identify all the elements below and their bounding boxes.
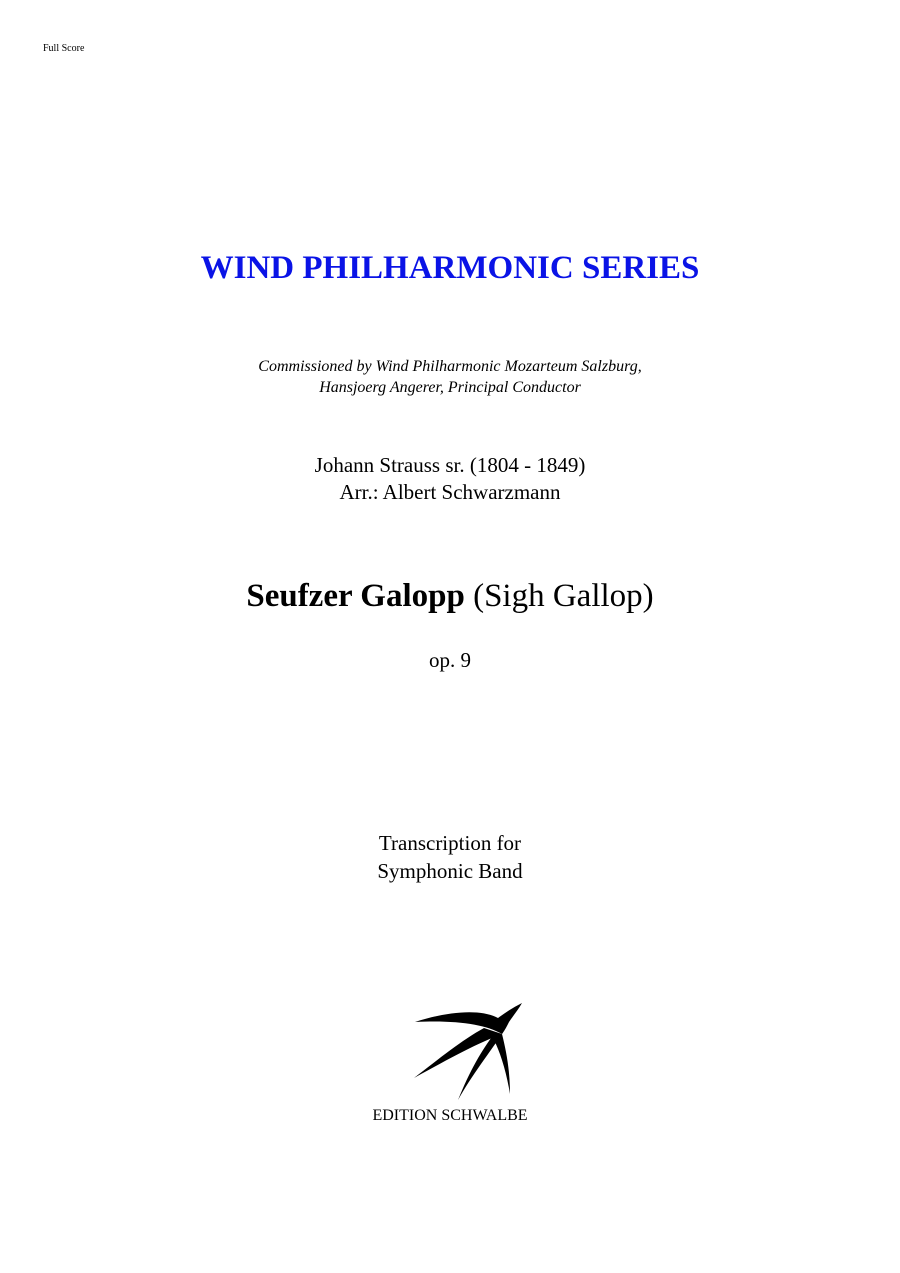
commission-line-1: Commissioned by Wind Philharmonic Mozarteum Salzburg,	[258, 358, 642, 375]
transcription-line-1: Transcription for	[378, 831, 522, 855]
work-title-subtitle: (Sigh Gallop)	[473, 578, 654, 614]
publisher-name: EDITION SCHWALBE	[372, 1107, 528, 1124]
score-type-label: Full Score	[43, 43, 85, 54]
series-title: WIND PHILHARMONIC SERIES	[200, 250, 700, 286]
commission-note	[0, 356, 900, 398]
composer-name: Johann Strauss sr. (1804 - 1849)	[314, 453, 586, 477]
transcription-note	[0, 829, 900, 885]
work-title-main: Seufzer Galopp	[246, 578, 465, 614]
transcription-line-2: Symphonic Band	[377, 859, 523, 883]
swallow-icon	[410, 1000, 530, 1104]
credits	[0, 452, 900, 506]
arranger-name: Arr.: Albert Schwarzmann	[339, 480, 561, 504]
work-title	[0, 576, 900, 616]
opus-number: op. 9	[429, 648, 471, 672]
commission-line-2: Hansjoerg Angerer, Principal Conductor	[319, 379, 581, 396]
